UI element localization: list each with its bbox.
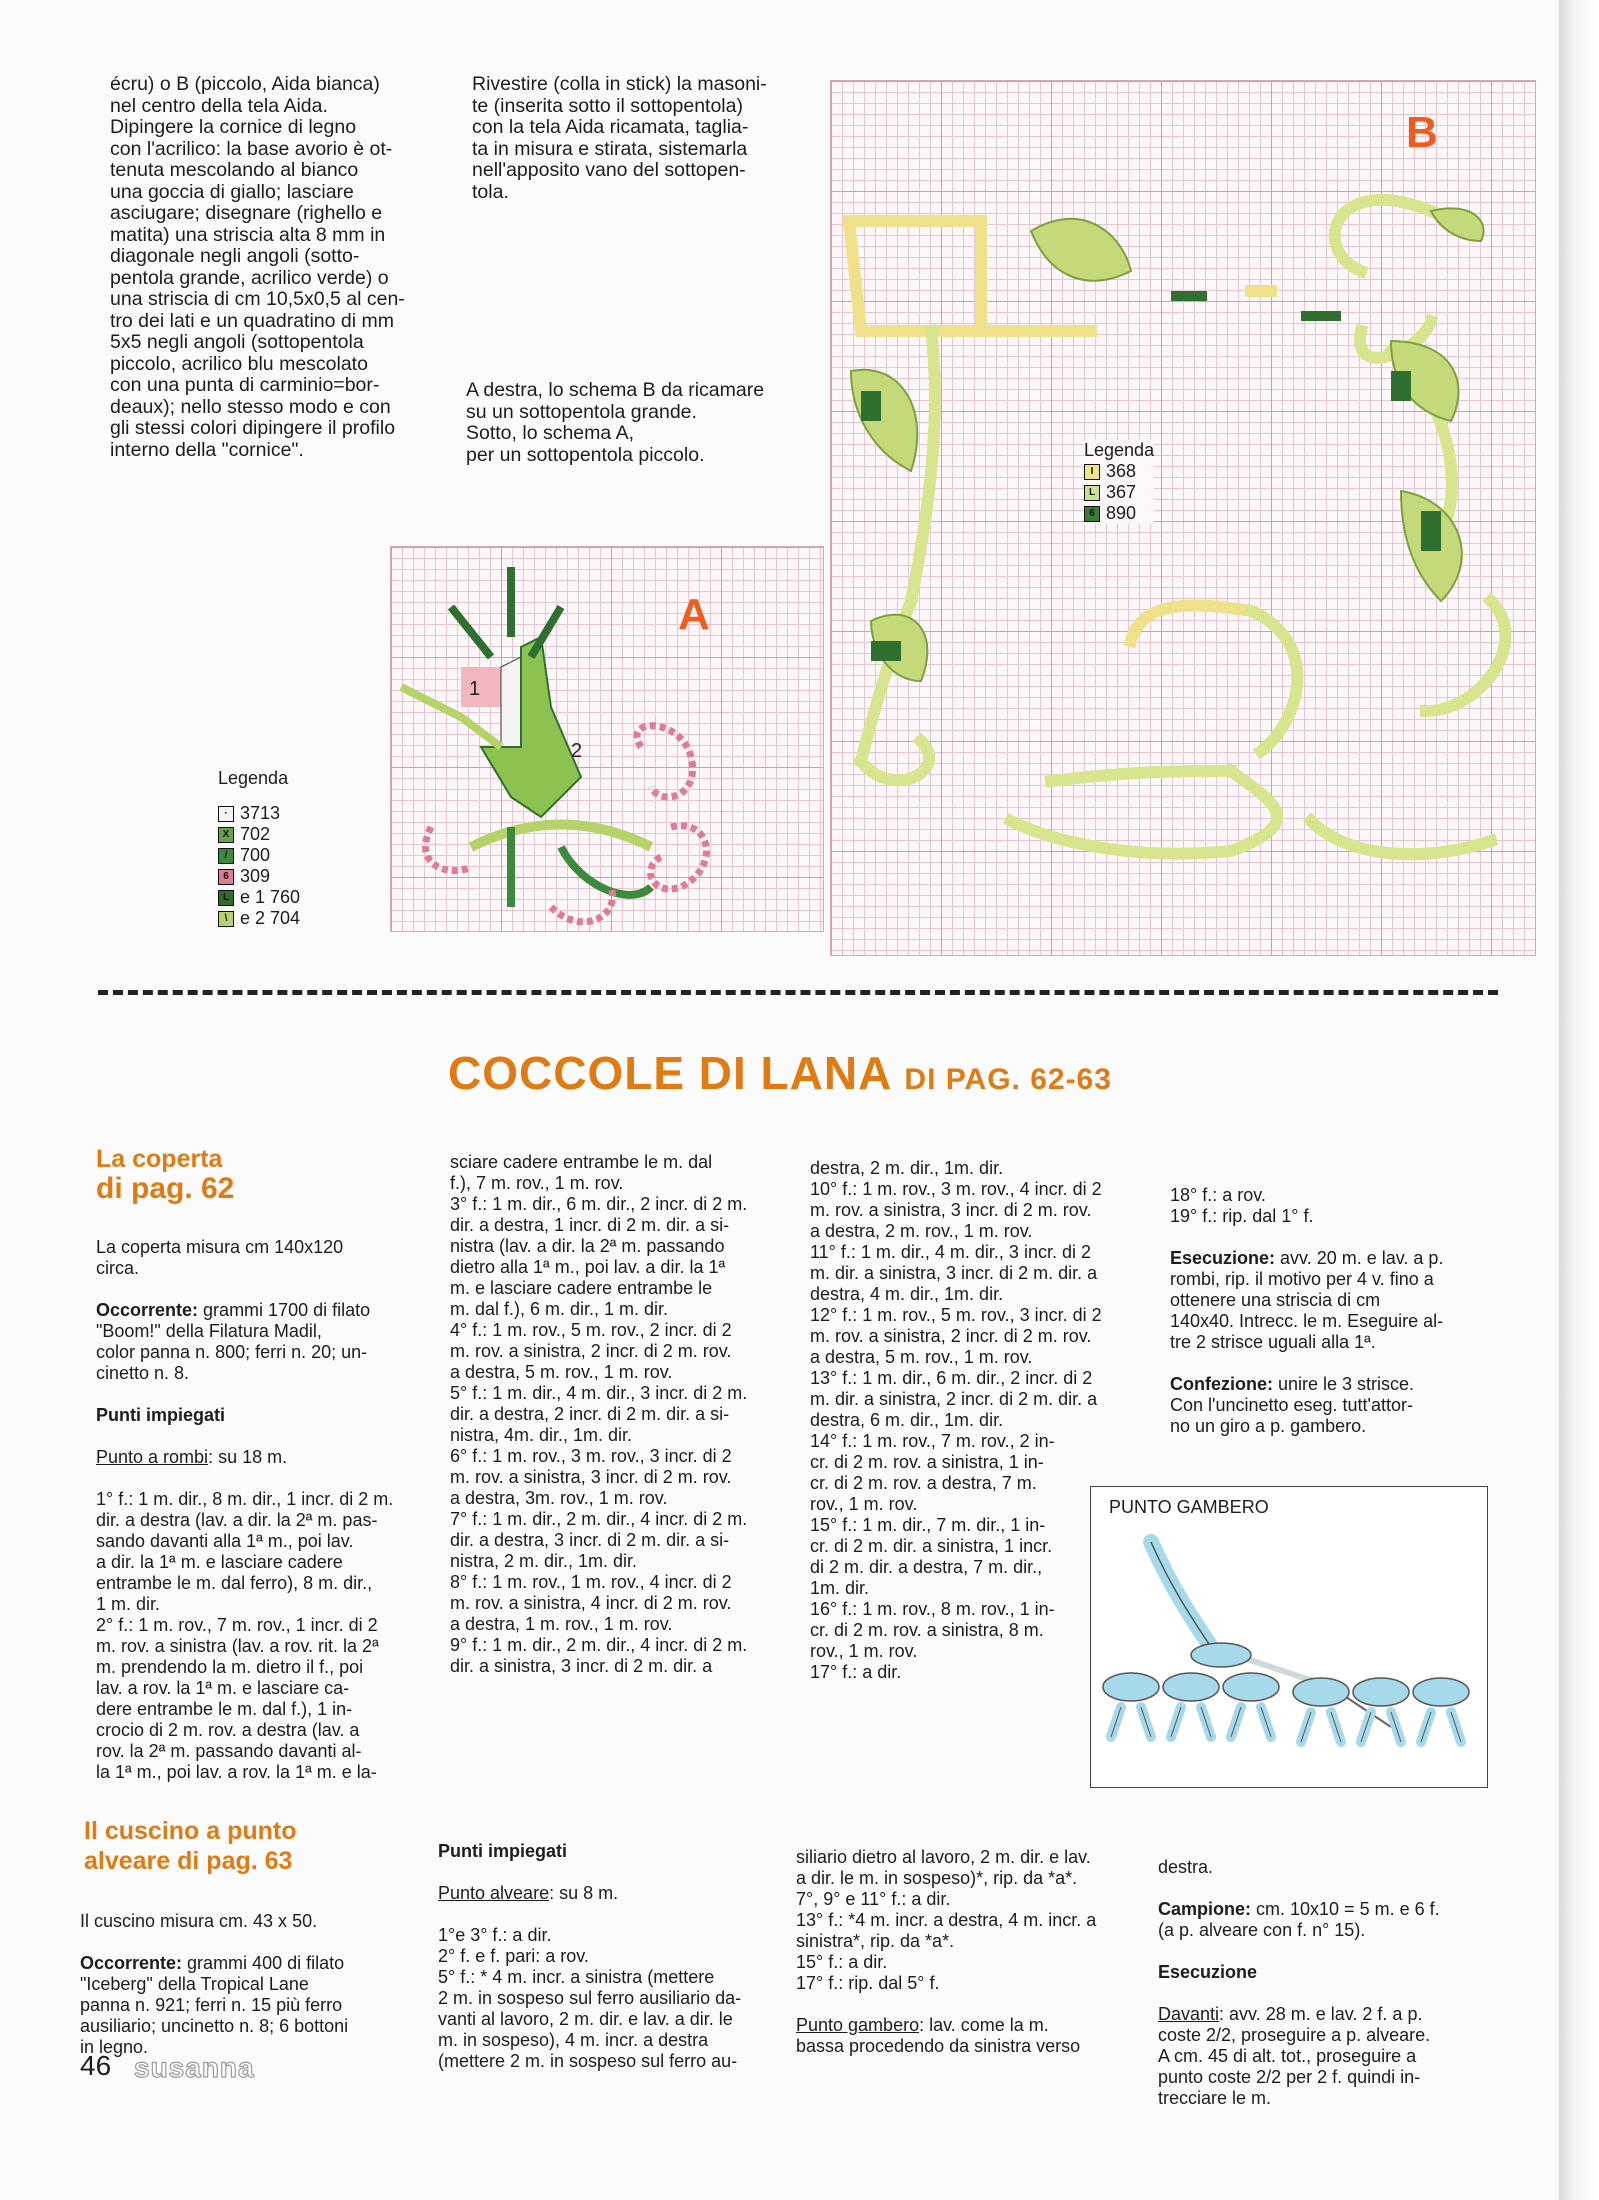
b-legend-label: 368 <box>1106 461 1137 481</box>
chart-b-legend <box>1084 440 1154 524</box>
cuscino-rows-cont: siliario dietro al lavoro, 2 m. dir. e lav. a dir. le m. in sospeso)*, rip. da *a*. 7°, 9° e 11° f.: a dir. 13° f.: *4 m. incr. a destra, 4 m. incr. a sinistra*, rip. da *a*. 15° f.: a dir. 17° f.: rip. dal 5° f. <box>796 1847 1097 1993</box>
chart-a-letter: A <box>678 590 710 639</box>
a-legend-swatch: X <box>218 827 234 843</box>
cuscino-gambero <box>796 2015 1126 2057</box>
cuscino-gambero-label: Punto gambero <box>796 2015 920 2035</box>
b-legend-swatch: 6 <box>1084 506 1100 522</box>
a-legend-swatch: L <box>218 890 234 906</box>
a-legend-row <box>218 908 300 929</box>
coperta-column-2: sciare cadere entrambe le m. dal f.), 7 m. rov., 1 m. rov. 3° f.: 1 m. dir., 6 m. dir., 2 incr. di 2 m. dir. a destra, 1 incr. di 2 m. dir. a si- nistra (lav. a dir. la 2ª m. passando dietro alla 1ª m., poi lav. a dir. la 1ª m. e lasciare cadere entrambe le m. dal f.), 6 m. dir., 1 m. dir. 4° f.: 1 m. rov., 5 m. rov., 2 incr. di 2 m. rov. a sinistra, 2 incr. di 2 m. rov. a destra, 5 m. rov., 1 m. rov. 5° f.: 1 m. dir., 4 m. dir., 3 incr. di 2 m. dir. a destra, 2 incr. di 2 m. dir. a si- nistra, 4m. dir., 1m. dir. 6° f.: 1 m. rov., 3 m. rov., 3 incr. di 2 m. rov. a sinistra, 3 incr. di 2 m. rov. a destra, 3m. rov., 1 m. rov. 7° f.: 1 m. dir., 2 m. dir., 4 incr. di 2 m. dir. a destra, 3 incr. di 2 m. dir. a si- nistra, 2 m. dir., 1m. dir. 8° f.: 1 m. rov., 1 m. rov., 4 incr. di 2 m. rov. a sinistra, 4 incr. di 2 m. rov. a destra, 1 m. rov., 1 m. rov. 9° f.: 1 m. dir., 2 m. dir., 4 incr. di 2 m. dir. a sinistra, 3 incr. di 2 m. dir. a <box>450 1152 748 1676</box>
cuscino-size: Il cuscino misura cm. 43 x 50. <box>80 1911 318 1931</box>
cuscino-rows: 1°e 3° f.: a dir. 2° f. e f. pari: a rov. 5° f.: * 4 m. incr. a sinistra (mettere 2 m. in sospeso sul ferro ausiliario da- vanti al lavoro, 2 m. dir. e lav. a dir. le m. in sospeso), 4 m. incr. a destra (mettere 2 m. in sospeso sul ferro au- <box>438 1925 742 2071</box>
cuscino-heading-line2: alveare di pag. 63 <box>84 1847 293 1875</box>
b-legend-label: 367 <box>1106 482 1137 502</box>
a-legend-swatch: / <box>218 848 234 864</box>
cuscino-column-4 <box>1158 1836 1488 2130</box>
cuscino-heading-line1: Il cuscino a punto <box>84 1817 297 1845</box>
coperta-column-3: destra, 2 m. dir., 1m. dir. 10° f.: 1 m. rov., 3 m. rov., 4 incr. di 2 m. rov. a sinistra, 3 incr. di 2 m. rov. a destra, 2 m. rov., 1 m. rov. 11° f.: 1 m. dir., 4 m. dir., 3 incr. di 2 m. dir. a sinistra, 3 incr. di 2 m. dir. a destra, 4 m. dir., 1m. dir. 12° f.: 1 m. rov., 5 m. rov., 3 incr. di 2 m. rov. a sinistra, 2 incr. di 2 m. rov. a destra, 5 m. rov., 1 m. rov. 13° f.: 1 m. dir., 6 m. dir., 2 incr. di 2 m. dir. a sinistra, 2 incr. di 2 m. dir. a destra, 6 m. dir., 1m. dir. 14° f.: 1 m. rov., 7 m. rov., 2 in- cr. di 2 m. rov. a sinistra, 1 in- cr. di 2 m. rov. a destra, 7 m. rov., 1 m. rov. 15° f.: 1 m. dir., 7 m. dir., 1 in- cr. di 2 m. dir. a sinistra, 1 incr. di 2 m. dir. a destra, 7 m. dir., 1m. dir. 16° f.: 1 m. rov., 8 m. rov., 1 in- cr. di 2 m. rov. a sinistra, 8 m. rov., 1 m. rov. 17° f.: a dir. <box>810 1158 1102 1682</box>
title-main: COCCOLE DI LANA <box>448 1047 891 1099</box>
cuscino-campione-text: cm. 10x10 = 5 m. e 6 f. (a p. alveare con f. n° 15). <box>1158 1899 1440 1940</box>
cuscino-occorrente-label: Occorrente: <box>80 1953 183 1973</box>
a-legend-row <box>218 803 300 824</box>
cuscino-heading <box>84 1816 297 1876</box>
cuscino-esecuzione-label: Esecuzione <box>1158 1962 1258 1982</box>
a-legend-swatch: · <box>218 806 234 822</box>
article-title <box>448 1046 1112 1100</box>
coperta-esecuzione <box>1170 1248 1500 1353</box>
a-legend-label: e 1 760 <box>240 887 301 907</box>
chart-a-mark-1: 1 <box>469 678 481 700</box>
coperta-column-1 <box>96 1216 426 1804</box>
cuscino-alveare-label: Punto alveare <box>438 1883 550 1903</box>
cuscino-campione <box>1158 1899 1488 1941</box>
chart-a-pattern <box>391 547 823 931</box>
coperta-occorrente-text: grammi 1700 di filato "Boom!" della Filatura Madil, color panna n. 800; ferri n. 20; un- cinetto n. 8. <box>96 1300 371 1383</box>
coperta-rombi-label: Punto a rombi <box>96 1447 209 1467</box>
chart-b-letter: B <box>1406 108 1438 157</box>
cuscino-column-3 <box>796 1826 1126 2078</box>
coperta-esecuzione-text: avv. 20 m. e lav. a p. rombi, rip. il motivo per 4 v. fino a ottenere una striscia di cm 140x40. Intrecc. le m. Eseguire al- tre 2 strisce uguali alla 1ª. <box>1170 1248 1444 1352</box>
cuscino-alveare-text: : su 8 m. <box>549 1883 619 1903</box>
a-legend-label: 309 <box>240 866 271 886</box>
punto-gambero-title: PUNTO GAMBERO <box>1109 1497 1269 1517</box>
chart-b-grid <box>830 80 1536 956</box>
coperta-heading-line2: di pag. 62 <box>96 1172 235 1205</box>
cuscino-punti-label: Punti impiegati <box>438 1841 568 1861</box>
coperta-punti-label: Punti impiegati <box>96 1405 226 1425</box>
punto-gambero-illustration <box>1091 1487 1487 1787</box>
coperta-heading <box>96 1144 234 1204</box>
cuscino-davanti <box>1158 2004 1488 2109</box>
title-small: DI PAG. 62-63 <box>904 1063 1112 1096</box>
a-legend-row <box>218 887 300 908</box>
b-legend-swatch: I <box>1084 464 1100 480</box>
coperta-confezione-text: unire le 3 strisce. Con l'uncinetto eseg. tutt'attor- no un giro a p. gambero. <box>1170 1374 1415 1436</box>
coperta-rows-1-2: 1° f.: 1 m. dir., 8 m. dir., 1 incr. di 2 m. dir. a destra (lav. a dir. la 2ª m. pas- sando davanti alla 1ª m., poi lav. a dir. la 1ª m. e lasciare cadere entrambe le m. dal ferro), 8 m. dir., 1 m. dir. 2° f.: 1 m. rov., 7 m. rov., 1 incr. di 2 m. rov. a sinistra (lav. a rov. rit. la 2ª m. prendendo la m. dietro il f., poi lav. a rov. la 1ª m. e lasciare ca- dere entrambe le m. dal f.), 1 in- crocio di 2 m. rov. a destra (lav. a rov. la 2ª m. passando davanti al- la 1ª m., poi lav. a rov. la 1ª m. e la- <box>96 1489 394 1782</box>
coperta-rombi <box>96 1447 426 1468</box>
coperta-confezione <box>1170 1374 1500 1437</box>
cuscino-occorrente <box>80 1953 410 2058</box>
cuscino-gambero-text: : lav. come la m. bassa procedendo da sinistra verso <box>796 2015 1081 2056</box>
legend-a-rows <box>218 803 300 929</box>
cuscino-column-1 <box>80 1890 410 2079</box>
cuscino-alveare <box>438 1883 768 1904</box>
b-legend-swatch: L <box>1084 485 1100 501</box>
chart-caption: A destra, lo schema B da ricamare su un sottopentola grande. Sotto, lo schema A, per un sottopentola piccolo. <box>466 379 765 466</box>
cuscino-column-2 <box>438 1820 768 2093</box>
a-legend-swatch: 6 <box>218 869 234 885</box>
chart-a-mark-2: 2 <box>571 740 583 762</box>
intro-column-2: Rivestire (colla in stick) la masoni- te (inserita sotto il sottopentola) con la tela Aida ricamata, taglia- ta in misura e stirata, sistemarla nell'apposito vano del sottopen- tola. <box>472 73 767 203</box>
coperta-size: La coperta misura cm 140x120 circa. <box>96 1237 344 1278</box>
a-legend-row <box>218 866 300 887</box>
punto-gambero-box <box>1090 1486 1488 1788</box>
coperta-occorrente <box>96 1300 426 1384</box>
a-legend-swatch: \ <box>218 911 234 927</box>
page-number: 46 <box>80 2050 112 2081</box>
coperta-column-4 <box>1170 1164 1500 1458</box>
legend-b-title: Legenda <box>1084 440 1155 460</box>
cuscino-davanti-text: : avv. 28 m. e lav. 2 f. a p. coste 2/2, proseguire a p. alveare. A cm. 45 di alt. tot., proseguire a punto coste 2/2 per 2 f. quindi in- trecciare le m. <box>1158 2004 1431 2108</box>
b-legend-row <box>1084 482 1154 503</box>
cuscino-davanti-label: Davanti <box>1158 2004 1220 2024</box>
chart-b-pattern <box>831 81 1535 955</box>
a-legend-label: 700 <box>240 845 271 865</box>
b-legend-row <box>1084 503 1154 524</box>
page-edge <box>1559 0 1599 2200</box>
cuscino-occorrente-text: grammi 400 di filato "Iceberg" della Tropical Lane panna n. 921; ferri n. 15 più ferro ausiliario; uncinetto n. 8; 6 bottoni in legno. <box>80 1953 349 2057</box>
coperta-esecuzione-label: Esecuzione: <box>1170 1248 1276 1268</box>
coperta-confezione-label: Confezione: <box>1170 1374 1273 1394</box>
a-legend-label: e 2 704 <box>240 908 301 928</box>
section-divider <box>98 990 1498 995</box>
chart-a-grid <box>390 546 824 932</box>
coperta-heading-line1: La coperta <box>96 1145 223 1173</box>
coperta-rows-18-19: 18° f.: a rov. 19° f.: rip. dal 1° f. <box>1170 1185 1314 1226</box>
a-legend-label: 702 <box>240 824 271 844</box>
legend-a-title: Legenda <box>218 768 289 788</box>
magazine-brand: susanna <box>134 2052 255 2083</box>
legend-b-rows <box>1084 461 1154 524</box>
coperta-occorrente-label: Occorrente: <box>96 1300 199 1320</box>
cuscino-destra: destra. <box>1158 1857 1214 1877</box>
a-legend-row <box>218 845 300 866</box>
b-legend-row <box>1084 461 1154 482</box>
b-legend-label: 890 <box>1106 503 1137 523</box>
coperta-rombi-text: : su 18 m. <box>208 1447 288 1467</box>
intro-column-1: écru) o B (piccolo, Aida bianca) nel centro della tela Aida. Dipingere la cornice di legno con l'acrilico: la base avorio è ot- tenuta mescolando al bianco una goccia di giallo; lasciare asciugare; disegnare (righello e matita) una striscia alta 8 mm in diagonale negli angoli (sotto- pentola grande, acrilico verde) o una striscia di cm 10,5x0,5 al cen- tro dei lati e un quadratino di mm 5x5 negli angoli (sottopentola piccolo, acrilico blu mescolato con una punta di carminio=bor- deaux); nello stesso modo e con gli stessi colori dipingere il profilo interno della "cornice". <box>110 73 405 461</box>
a-legend-label: 3713 <box>240 803 281 823</box>
chart-a-legend <box>218 768 300 929</box>
a-legend-row <box>218 824 300 845</box>
cuscino-campione-label: Campione: <box>1158 1899 1252 1919</box>
